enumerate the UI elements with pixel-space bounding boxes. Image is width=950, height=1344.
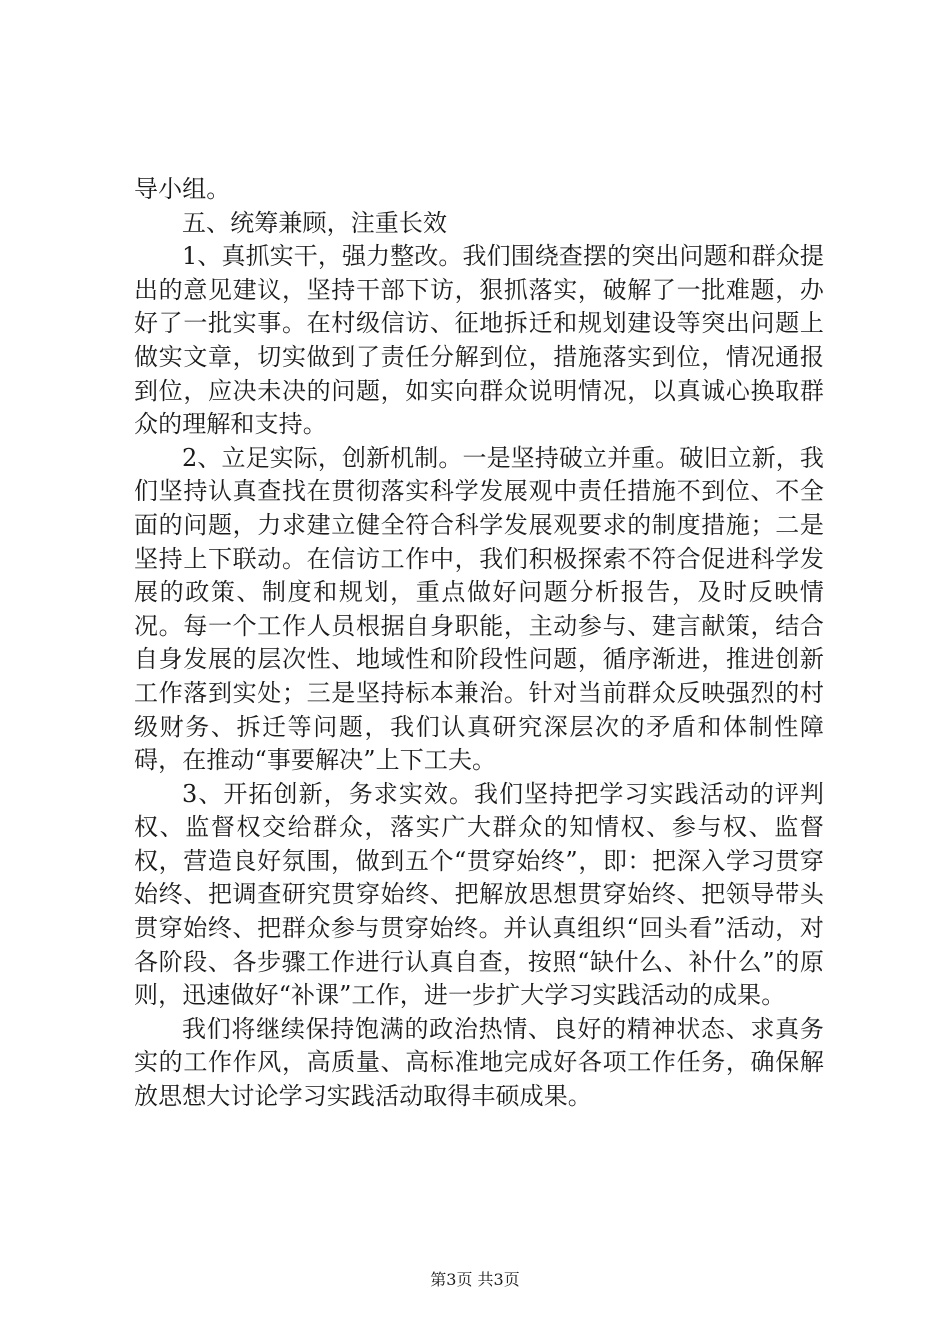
section-heading-5: 五、统筹兼顾，注重长效: [182, 208, 448, 237]
paragraph-conclusion: 我们将继续保持饱满的政治热情、良好的精神状态、求真务实的工作作风，高质量、高标准地完成好各项工作任务，确保解放思想大讨论学习实践活动取得丰硕成果。: [134, 1014, 824, 1111]
document-body: [134, 173, 824, 1114]
paragraph-continuation: 导小组。: [134, 175, 231, 203]
paragraph-item-2: 2、立足实际，创新机制。一是坚持破立并重。破旧立新，我们坚持认真查找在贯彻落实科学发展观中责任措施不到位、不全面的问题，力求建立健全符合科学发展观要求的制度措施；二是坚持上下联动。在信访工作中，我们积极探索不符合促进科学发展的政策、制度和规划，重点做好问题分析报告，及时反映情况。每一个工作人员根据自身职能，主动参与、建言献策，结合自身发展的层次性、地域性和阶段性问题，循序渐进，推进创新工作落到实处；三是坚持标本兼治。针对当前群众反映强烈的村级财务、拆迁等问题，我们认真研究深层次的矛盾和体制性障碍，在推动“事要解决”上下工夫。: [134, 443, 824, 775]
page-number-footer: 第3页 共3页: [430, 1270, 520, 1289]
paragraph-item-1: 1、真抓实干，强力整改。我们围绕查摆的突出问题和群众提出的意见建议，坚持干部下访，狠抓落实，破解了一批难题，办好了一批实事。在村级信访、征地拆迁和规划建设等突出问题上做实文章，切实做到了责任分解到位，措施落实到位，情况通报到位，应决未决的问题，如实向群众说明情况，以真诚心换取群众的理解和支持。: [134, 242, 824, 439]
paragraph-item-3: 3、开拓创新，务求实效。我们坚持把学习实践活动的评判权、监督权交给群众，落实广大群众的知情权、参与权、监督权，营造良好氛围，做到五个“贯穿始终”，即：把深入学习贯穿始终、把调查研究贯穿始终、把解放思想贯穿始终、把领导带头贯穿始终、把群众参与贯穿始终。并认真组织“回头看”活动，对各阶段、各步骤工作进行认真自查，按照“缺什么、补什么”的原则，迅速做好“补课”工作，进一步扩大学习实践活动的成果。: [134, 779, 824, 1010]
